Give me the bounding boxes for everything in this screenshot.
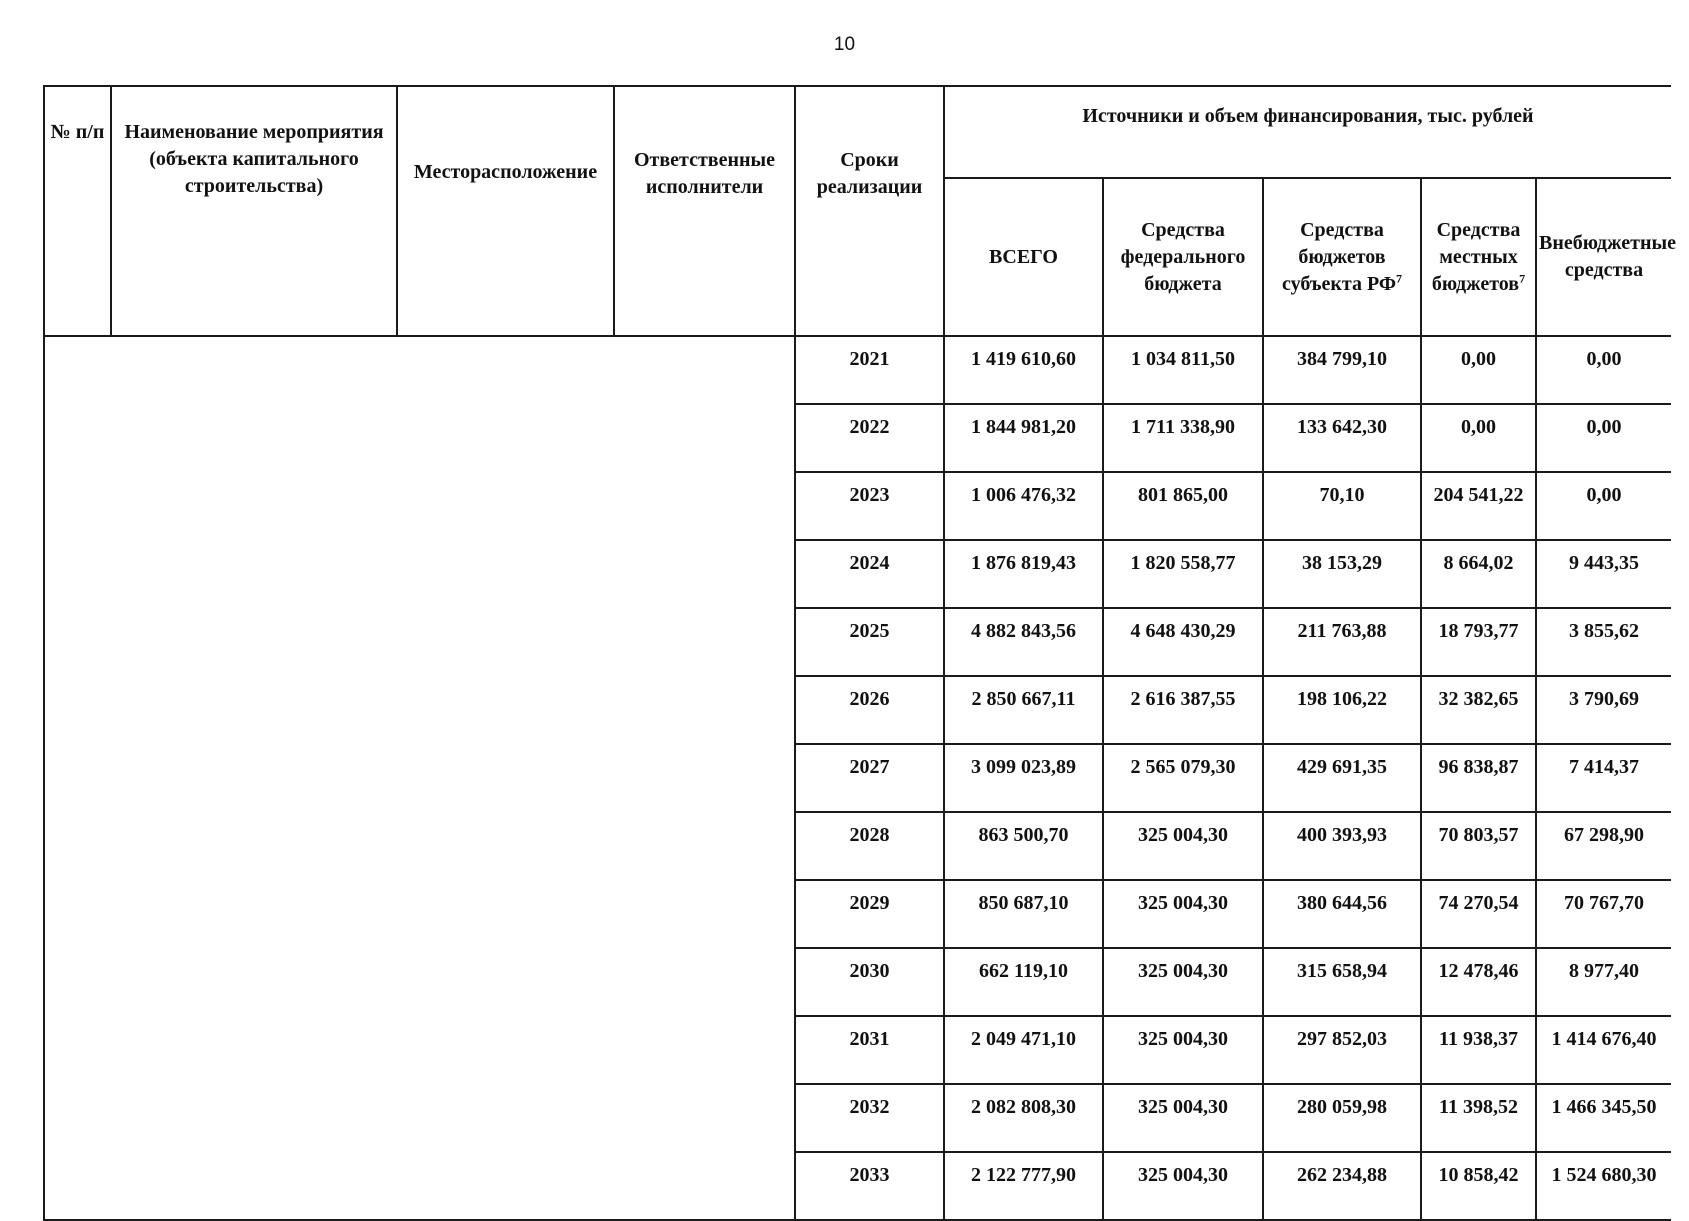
header-local-label: Средства местных бюджетов [1431, 218, 1521, 295]
cell-year: 2022 [795, 404, 944, 472]
cell-federal: 1 711 338,90 [1103, 404, 1263, 472]
cell-local: 96 838,87 [1421, 744, 1536, 812]
cell-regional: 280 059,98 [1263, 1084, 1421, 1152]
cell-total: 1 844 981,20 [944, 404, 1103, 472]
cell-year: 2028 [795, 812, 944, 880]
table-body [44, 336, 1671, 1220]
financing-table [43, 85, 1676, 1221]
cell-extra: 0,00 [1536, 336, 1671, 404]
cell-local: 70 803,57 [1421, 812, 1536, 880]
cell-federal: 801 865,00 [1103, 472, 1263, 540]
cell-extra: 0,00 [1536, 404, 1671, 472]
cell-year: 2030 [795, 948, 944, 1016]
cell-year: 2026 [795, 676, 944, 744]
cell-local: 18 793,77 [1421, 608, 1536, 676]
cell-regional: 262 234,88 [1263, 1152, 1421, 1220]
cell-total: 1 876 819,43 [944, 540, 1103, 608]
header-federal: Средства федерального бюджета [1103, 178, 1263, 336]
cell-federal: 1 820 558,77 [1103, 540, 1263, 608]
cell-total: 2 122 777,90 [944, 1152, 1103, 1220]
cell-total: 2 049 471,10 [944, 1016, 1103, 1084]
cell-local: 74 270,54 [1421, 880, 1536, 948]
cell-regional: 380 644,56 [1263, 880, 1421, 948]
cell-total: 2 850 667,11 [944, 676, 1103, 744]
cell-extra: 70 767,70 [1536, 880, 1671, 948]
header-num: № п/п [44, 86, 111, 336]
header-regional-footnote: 7 [1396, 270, 1403, 285]
cell-extra: 9 443,35 [1536, 540, 1671, 608]
header-name: Наименование мероприятия (объекта капитального строительства) [111, 86, 397, 336]
header-executors: Ответственные исполнители [614, 86, 795, 336]
cell-local: 32 382,65 [1421, 676, 1536, 744]
cell-year: 2031 [795, 1016, 944, 1084]
cell-extra: 8 977,40 [1536, 948, 1671, 1016]
merged-empty-cell [44, 336, 795, 1220]
cell-regional: 315 658,94 [1263, 948, 1421, 1016]
cell-total: 4 882 843,56 [944, 608, 1103, 676]
cell-total: 863 500,70 [944, 812, 1103, 880]
cell-year: 2027 [795, 744, 944, 812]
cell-local: 11 938,37 [1421, 1016, 1536, 1084]
cell-local: 8 664,02 [1421, 540, 1536, 608]
cell-year: 2032 [795, 1084, 944, 1152]
cell-year: 2024 [795, 540, 944, 608]
cell-regional: 38 153,29 [1263, 540, 1421, 608]
cell-year: 2023 [795, 472, 944, 540]
cell-regional: 384 799,10 [1263, 336, 1421, 404]
cell-regional: 70,10 [1263, 472, 1421, 540]
cell-extra: 0,00 [1536, 472, 1671, 540]
cell-federal: 325 004,30 [1103, 1016, 1263, 1084]
table-row [44, 336, 1671, 404]
header-row-top [44, 86, 1671, 178]
cell-local: 0,00 [1421, 336, 1536, 404]
header-period: Сроки реализации [795, 86, 944, 336]
cell-total: 3 099 023,89 [944, 744, 1103, 812]
cell-federal: 325 004,30 [1103, 880, 1263, 948]
cell-regional: 400 393,93 [1263, 812, 1421, 880]
cell-local: 0,00 [1421, 404, 1536, 472]
header-location: Месторасположение [397, 86, 614, 336]
cell-year: 2021 [795, 336, 944, 404]
cell-regional: 211 763,88 [1263, 608, 1421, 676]
cell-total: 1 006 476,32 [944, 472, 1103, 540]
cell-local: 12 478,46 [1421, 948, 1536, 1016]
cell-extra: 3 855,62 [1536, 608, 1671, 676]
cell-extra: 3 790,69 [1536, 676, 1671, 744]
cell-total: 1 419 610,60 [944, 336, 1103, 404]
cell-local: 10 858,42 [1421, 1152, 1536, 1220]
cell-regional: 297 852,03 [1263, 1016, 1421, 1084]
page-number: 10 [833, 34, 856, 55]
cell-total: 850 687,10 [944, 880, 1103, 948]
cell-federal: 325 004,30 [1103, 812, 1263, 880]
header-regional-label: Средства бюджетов субъекта РФ [1281, 218, 1397, 295]
header-local-footnote: 7 [1519, 270, 1526, 285]
header-regional [1263, 178, 1421, 336]
cell-extra: 1 466 345,50 [1536, 1084, 1671, 1152]
cell-year: 2025 [795, 608, 944, 676]
header-local [1421, 178, 1536, 336]
cell-federal: 325 004,30 [1103, 1152, 1263, 1220]
cell-local: 204 541,22 [1421, 472, 1536, 540]
cell-federal: 325 004,30 [1103, 948, 1263, 1016]
cell-total: 662 119,10 [944, 948, 1103, 1016]
cell-year: 2029 [795, 880, 944, 948]
cell-regional: 133 642,30 [1263, 404, 1421, 472]
header-sources-title: Источники и объем финансирования, тыс. рублей [944, 86, 1671, 178]
cell-extra: 67 298,90 [1536, 812, 1671, 880]
cell-extra: 1 414 676,40 [1536, 1016, 1671, 1084]
cell-federal: 4 648 430,29 [1103, 608, 1263, 676]
header-extra: Внебюджетные средства [1536, 178, 1671, 336]
cell-extra: 7 414,37 [1536, 744, 1671, 812]
cell-regional: 198 106,22 [1263, 676, 1421, 744]
cell-federal: 1 034 811,50 [1103, 336, 1263, 404]
header-total: ВСЕГО [944, 178, 1103, 336]
cell-regional: 429 691,35 [1263, 744, 1421, 812]
cell-federal: 2 616 387,55 [1103, 676, 1263, 744]
cell-local: 11 398,52 [1421, 1084, 1536, 1152]
cell-year: 2033 [795, 1152, 944, 1220]
cell-total: 2 082 808,30 [944, 1084, 1103, 1152]
cell-extra: 1 524 680,30 [1536, 1152, 1671, 1220]
cell-federal: 325 004,30 [1103, 1084, 1263, 1152]
cell-federal: 2 565 079,30 [1103, 744, 1263, 812]
